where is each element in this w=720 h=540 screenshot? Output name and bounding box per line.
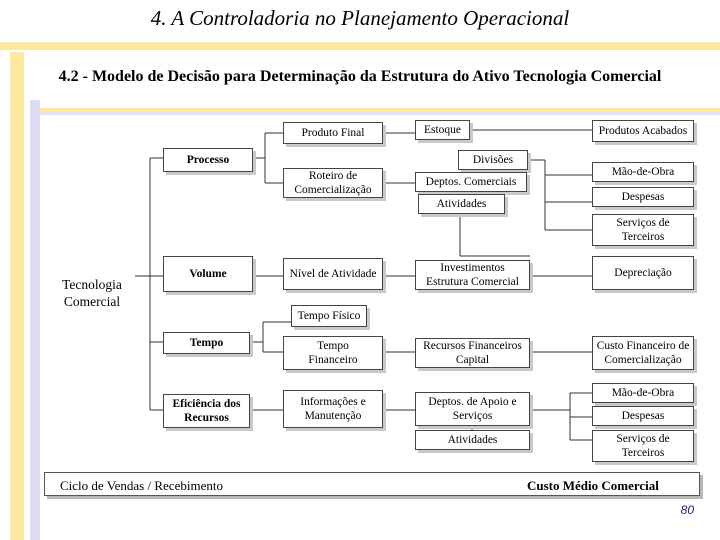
node-servicos-terceiros-1: Serviços de Terceiros xyxy=(592,214,694,246)
node-depreciacao: Depreciação xyxy=(592,256,694,290)
page-title: 4. A Controladoria no Planejamento Operacional xyxy=(150,6,570,30)
footer-right-label: Custo Médio Comercial xyxy=(527,478,659,493)
node-servicos-terceiros-2: Serviços de Terceiros xyxy=(592,430,694,462)
node-divisoes: Divisões xyxy=(458,150,528,170)
page-number: 80 xyxy=(680,503,694,517)
node-tecnologia-comercial: Tecnologia Comercial xyxy=(62,277,122,309)
node-recursos-financeiros: Recursos Financeiros Capital xyxy=(415,338,530,368)
node-informacoes-manutencao: Informações e Manutenção xyxy=(283,390,383,428)
node-roteiro-comercializacao: Roteiro de Comercialização xyxy=(283,168,383,198)
node-eficiencia-recursos: Eficiência dos Recursos xyxy=(163,394,250,428)
node-despesas-1: Despesas xyxy=(592,187,694,207)
page-subtitle: 4.2 - Modelo de Decisão para Determinação da Estrutura do Ativo Tecnologia Comercial xyxy=(58,68,662,85)
footer-left-label: Ciclo de Vendas / Recebimento xyxy=(60,478,223,493)
node-volume: Volume xyxy=(163,256,253,292)
node-atividades-2: Atividades xyxy=(415,430,530,450)
node-produtos-acabados: Produtos Acabados xyxy=(592,120,694,142)
node-tempo-fisico: Tempo Físico xyxy=(291,305,367,327)
node-estoque: Estoque xyxy=(415,120,470,140)
node-tempo-financeiro: Tempo Financeiro xyxy=(283,336,383,370)
node-mao-de-obra-2: Mão-de-Obra xyxy=(592,383,694,403)
node-processo: Processo xyxy=(163,148,253,172)
node-nivel-atividade: Nível de Atividade xyxy=(283,258,383,290)
node-custo-financeiro: Custo Financeiro de Comercialização xyxy=(592,336,694,370)
node-deptos-apoio: Deptos. de Apoio e Serviços xyxy=(415,392,530,426)
node-produto-final: Produto Final xyxy=(283,122,383,144)
node-mao-de-obra-1: Mão-de-Obra xyxy=(592,162,694,182)
node-investimentos: Investimentos Estrutura Comercial xyxy=(415,260,530,290)
node-deptos-comerciais: Deptos. Comerciais xyxy=(415,172,527,192)
node-tempo: Tempo xyxy=(163,332,250,354)
node-despesas-2: Despesas xyxy=(592,406,694,426)
node-atividades-1: Atividades xyxy=(418,194,505,214)
